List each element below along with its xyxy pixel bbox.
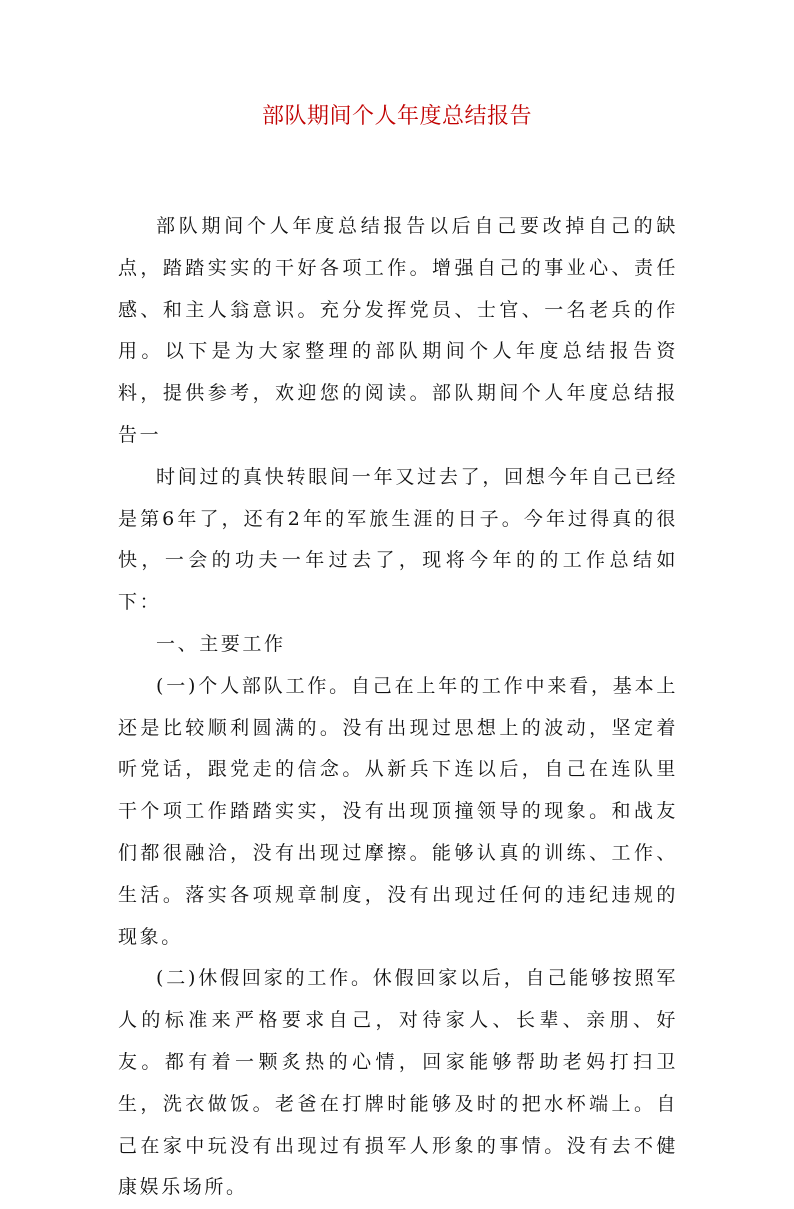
paragraph-army-work: (一)个人部队工作。自己在上年的工作中来看，基本上还是比较顺利圆满的。没有出现过思想上的波动，坚定着听党话，跟党走的信念。从新兵下连以后，自己在连队里干个项工作踏踏实实，没有出现顶撞领导的现象。和战友们都很融洽，没有出现过摩擦。能够认真的训练、工作、生活。落实各项规章制度，没有出现过任何的违纪违规的现象。 [118,674,678,948]
paragraph-intro: 部队期间个人年度总结报告以后自己要改掉自己的缺点，踏踏实实的干好各项工作。增强自己的事业心、责任感、和主人翁意识。充分发挥党员、士官、一名老兵的作用。以下是为大家整理的部队期间个人年度总结报告资料，提供参考，欢迎您的阅读。部队期间个人年度总结报告一 [118,215,678,446]
section-heading-main-work: 一、主要工作 [156,632,286,655]
paragraph-home-leave: (二)休假回家的工作。休假回家以后，自己能够按照军人的标准来严格要求自己，对待家人、长辈、亲朋、好友。都有着一颗炙热的心情，回家能够帮助老妈打扫卫生，洗衣做饭。老爸在打牌时能够及时的把水杯端上。自己在家中玩没有出现过有损军人形象的事情。没有去不健康娱乐场所。 [118,967,678,1199]
document-title: 部队期间个人年度总结报告 [261,104,532,129]
paragraph-opening: 时间过的真快转眼间一年又过去了，回想今年自己已经是第6年了，还有2年的军旅生涯的日子。今年过得真的很快，一会的功夫一年过去了，现将今年的的工作总结如下： [118,465,678,614]
document-body [118,206,678,1209]
